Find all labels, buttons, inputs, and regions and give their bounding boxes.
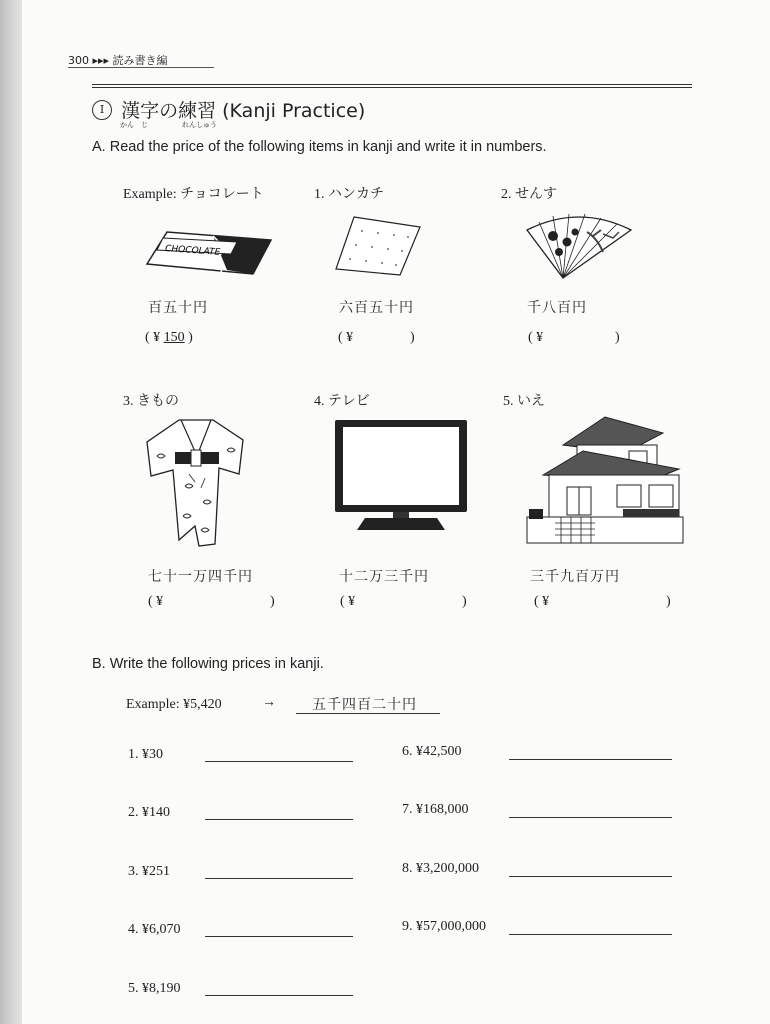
handkerchief-illustration [332,213,424,279]
part-b-example-label: Example: ¥5,420 [126,697,222,712]
question-7: 7. ¥168,000 [402,802,469,817]
item-label-house: 5. いえ [503,394,545,409]
chocolate-bar-illustration [143,222,275,278]
answer-house-close[interactable]: ) [666,594,671,609]
arrow-icon: → [262,695,276,710]
book-spine-shadow [0,0,22,1024]
price-kanji-tv: 十二万三千円 [339,569,429,585]
part-b-instruction: B. Write the following prices in kanji. [92,656,324,672]
answer-example-value: 150 [163,330,185,345]
answer-tv-close[interactable]: ) [462,594,467,609]
price-kanji-house: 三千九百万円 [530,569,620,585]
answer-blank-7[interactable] [509,817,672,818]
example-answer-underline [296,713,440,714]
answer-blank-9[interactable] [509,934,672,935]
television-illustration [333,418,469,534]
question-2: 2. ¥140 [128,805,170,820]
question-8: 8. ¥3,200,000 [402,861,479,876]
section-heading [92,96,365,123]
answer-blank-3[interactable] [205,878,353,879]
answer-blank-5[interactable] [205,995,353,996]
price-kanji-kimono: 七十一万四千円 [148,569,253,585]
item-label-fan: 2. せんす [501,187,557,202]
section-title: 漢字の練習 (Kanji Practice) [121,100,366,122]
chocolate-wrapper-text: CHOCOLATE [164,244,221,258]
part-a-instruction: A. Read the price of the following items in kanji and write it in numbers. [92,139,547,155]
question-1: 1. ¥30 [128,747,163,762]
price-kanji-handkerchief: 六百五十円 [339,300,414,316]
header-rule [68,67,214,68]
answer-kimono-open: ( ¥ [148,594,164,609]
item-label-example: Example: チョコレート [123,187,264,202]
question-6: 6. ¥42,500 [402,744,462,759]
folding-fan-illustration [523,212,635,282]
answer-handkerchief-close[interactable]: ) [410,330,415,345]
answer-blank-1[interactable] [205,761,353,762]
section-rule-top [92,84,692,85]
ruby-renshuu: れんしゅう [182,121,217,129]
question-5: 5. ¥8,190 [128,981,181,996]
answer-blank-6[interactable] [509,759,672,760]
answer-handkerchief-open: ( ¥ [338,330,354,345]
question-9: 9. ¥57,000,000 [402,919,486,934]
answer-example: ( ¥ 150 ) [145,330,193,345]
answer-fan-close[interactable]: ) [615,330,620,345]
question-3: 3. ¥251 [128,864,170,879]
house-illustration [525,413,685,547]
kimono-illustration [145,416,247,550]
item-label-handkerchief: 1. ハンカチ [314,187,384,202]
answer-blank-8[interactable] [509,876,672,877]
section-number-badge: I [92,100,112,120]
part-b-example-answer: 五千四百二十円 [312,697,417,713]
page-header: 300 ▸▸▸ 読み書き編 [68,54,168,67]
ruby-kanji: かん じ [120,121,148,129]
price-kanji-fan: 千八百円 [527,300,587,316]
section-rule-bottom [92,87,692,88]
answer-tv-open: ( ¥ [340,594,356,609]
question-4: 4. ¥6,070 [128,922,181,937]
item-label-kimono: 3. きもの [123,394,179,409]
answer-blank-2[interactable] [205,819,353,820]
answer-fan-open: ( ¥ [528,330,544,345]
answer-kimono-close[interactable]: ) [270,594,275,609]
price-kanji-example: 百五十円 [148,300,208,316]
answer-house-open: ( ¥ [534,594,550,609]
item-label-tv: 4. テレビ [314,394,370,409]
answer-blank-4[interactable] [205,936,353,937]
